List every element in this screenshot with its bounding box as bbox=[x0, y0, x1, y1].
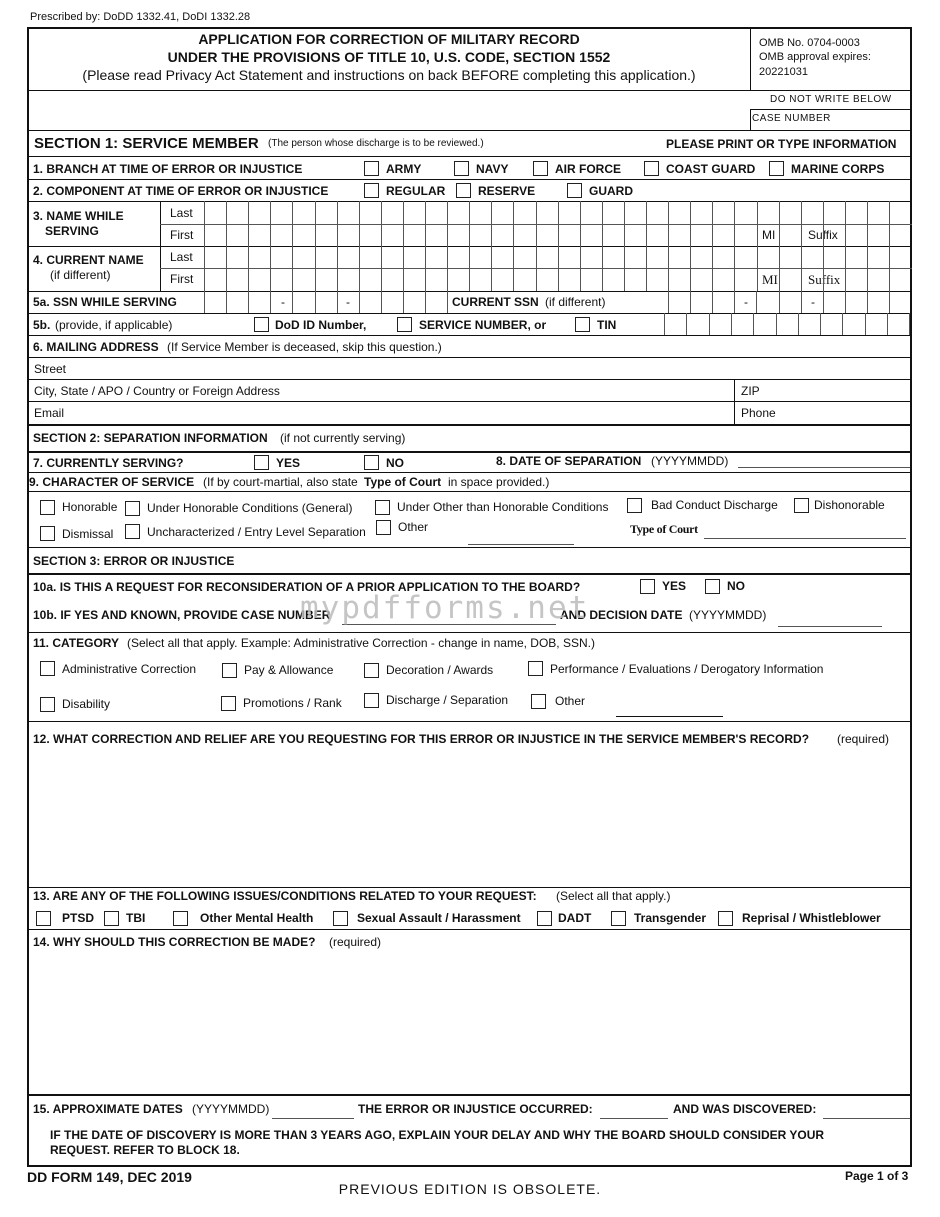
q11-note: (Select all that apply. Example: Administrative Correction - change in name, DOB, SSN.) bbox=[127, 636, 595, 650]
current-ssn-cell-divider bbox=[801, 291, 802, 313]
id-cell-divider bbox=[709, 313, 710, 335]
other-character-checkbox[interactable] bbox=[376, 520, 391, 535]
ssn-cell-divider bbox=[381, 291, 382, 313]
name-cell-divider bbox=[248, 201, 249, 291]
approx-date-field[interactable] bbox=[272, 1118, 354, 1119]
air-force-checkbox[interactable] bbox=[533, 161, 548, 176]
oth-checkbox[interactable] bbox=[375, 500, 390, 515]
delay-instruction-line2: REQUEST. REFER TO BLOCK 18. bbox=[50, 1143, 240, 1157]
name-cell-divider bbox=[270, 201, 271, 291]
serving-yes-checkbox[interactable] bbox=[254, 455, 269, 470]
omb-number: OMB No. 0704-0003 bbox=[759, 37, 860, 49]
dismissal-checkbox[interactable] bbox=[40, 526, 55, 541]
admin-correction-checkbox[interactable] bbox=[40, 661, 55, 676]
name-cell-divider bbox=[712, 201, 713, 291]
id-cell-divider bbox=[887, 313, 888, 335]
q9-note-c: in space provided.) bbox=[448, 475, 550, 489]
discovered-date-field[interactable] bbox=[823, 1118, 910, 1119]
q7-label: 7. CURRENTLY SERVING? bbox=[33, 456, 184, 470]
ssn-dash-1: - bbox=[281, 295, 285, 309]
do-not-write-below: DO NOT WRITE BELOW bbox=[770, 94, 892, 105]
q4-label: 4. CURRENT NAME bbox=[33, 253, 144, 267]
serving-no-checkbox[interactable] bbox=[364, 455, 379, 470]
other-category-checkbox[interactable] bbox=[531, 694, 546, 709]
prescribed-by: Prescribed by: DoDD 1332.41, DoDI 1332.28 bbox=[30, 11, 251, 23]
q3-first-label: First bbox=[170, 228, 194, 242]
page-number: Page 1 of 3 bbox=[845, 1169, 909, 1183]
dishonorable-label: Dishonorable bbox=[814, 498, 885, 512]
name-cell-divider bbox=[668, 201, 669, 291]
id-cell-divider bbox=[753, 313, 754, 335]
q11-label: 11. CATEGORY bbox=[33, 636, 120, 650]
honorable-checkbox[interactable] bbox=[40, 500, 55, 515]
name-cell-divider bbox=[779, 201, 780, 291]
id-cell-divider bbox=[731, 313, 732, 335]
name-cell-divider bbox=[425, 201, 426, 291]
reconsideration-yes-checkbox[interactable] bbox=[640, 579, 655, 594]
occurred-label: THE ERROR OR INJUSTICE OCCURRED: bbox=[358, 1102, 593, 1116]
q3-label-2: SERVING bbox=[45, 224, 99, 238]
q14-note: (required) bbox=[329, 935, 382, 949]
omb-expires-label: OMB approval expires: bbox=[759, 51, 871, 63]
name-cell-divider bbox=[536, 201, 537, 291]
id-cell-divider bbox=[820, 313, 821, 335]
id-cell-divider bbox=[798, 313, 799, 335]
q1-label: 1. BRANCH AT TIME OF ERROR OR INJUSTICE bbox=[33, 162, 303, 176]
mental-health-label: Other Mental Health bbox=[200, 911, 314, 925]
other-category-label: Other bbox=[555, 694, 586, 708]
q8-label: 8. DATE OF SEPARATION bbox=[496, 454, 642, 468]
name-cell-divider bbox=[646, 201, 647, 291]
occurred-date-field[interactable] bbox=[600, 1118, 668, 1119]
q5a-label: 5a. SSN WHILE SERVING bbox=[33, 295, 177, 309]
q12-label: 12. WHAT CORRECTION AND RELIEF ARE YOU REQUESTING FOR THIS ERROR OR INJUSTICE IN THE SERVICE MEMBER'S RECORD? bbox=[33, 732, 810, 746]
q5b-label: 5b. bbox=[33, 318, 51, 332]
name-cell-divider bbox=[226, 201, 227, 291]
section1-title: SECTION 1: SERVICE MEMBER bbox=[34, 135, 259, 152]
city-label[interactable]: City, State / APO / Country or Foreign Address bbox=[34, 384, 280, 398]
current-ssn-cell-divider bbox=[756, 291, 757, 313]
current-ssn-cell-divider bbox=[823, 291, 824, 313]
discharge-separation-checkbox[interactable] bbox=[364, 693, 379, 708]
reprisal-label: Reprisal / Whistleblower bbox=[742, 911, 881, 925]
ssn-cell-divider bbox=[292, 291, 293, 313]
tbi-label: TBI bbox=[126, 911, 146, 925]
ssn-cell-divider bbox=[248, 291, 249, 313]
name-cell-divider bbox=[823, 201, 824, 291]
regular-checkbox[interactable] bbox=[364, 183, 379, 198]
name-cell-divider bbox=[447, 201, 448, 291]
transgender-label: Transgender bbox=[634, 911, 707, 925]
q9-note-b: Type of Court bbox=[364, 475, 442, 489]
ssn-cell-divider bbox=[315, 291, 316, 313]
marine-corps-label: MARINE CORPS bbox=[791, 162, 885, 176]
q15-label: 15. APPROXIMATE DATES bbox=[33, 1102, 183, 1116]
name-cell-divider bbox=[624, 201, 625, 291]
general-checkbox[interactable] bbox=[125, 501, 140, 516]
tin-checkbox[interactable] bbox=[575, 317, 590, 332]
q6-label: 6. MAILING ADDRESS bbox=[33, 340, 159, 354]
name-cell-divider bbox=[513, 201, 514, 291]
q8-format: (YYYYMMDD) bbox=[651, 454, 729, 468]
reconsideration-no-label: NO bbox=[727, 579, 745, 593]
id-cell-divider bbox=[865, 313, 866, 335]
q5b-note: (provide, if applicable) bbox=[55, 318, 173, 332]
id-cell-divider bbox=[842, 313, 843, 335]
q9-note-a: (If by court-martial, also state bbox=[203, 475, 358, 489]
relief-requested-field[interactable] bbox=[30, 750, 910, 885]
other-character-label: Other bbox=[398, 520, 429, 534]
dod-id-checkbox[interactable] bbox=[254, 317, 269, 332]
bcd-label: Bad Conduct Discharge bbox=[651, 498, 778, 512]
coast-guard-label: COAST GUARD bbox=[666, 162, 756, 176]
sexual-assault-checkbox[interactable] bbox=[333, 911, 348, 926]
name-cell-divider bbox=[801, 201, 802, 291]
transgender-checkbox[interactable] bbox=[611, 911, 626, 926]
other-character-field[interactable] bbox=[468, 544, 574, 545]
id-cell-divider bbox=[909, 313, 910, 335]
q14-label: 14. WHY SHOULD THIS CORRECTION BE MADE? bbox=[33, 935, 316, 949]
name-cell-divider bbox=[845, 201, 846, 291]
service-number-label: SERVICE NUMBER, or bbox=[419, 318, 547, 332]
pay-allowance-label: Pay & Allowance bbox=[244, 663, 334, 677]
ssn-cell-divider bbox=[403, 291, 404, 313]
q9-label: 9. CHARACTER OF SERVICE bbox=[29, 475, 195, 489]
type-of-court-field[interactable] bbox=[704, 538, 906, 539]
discharge-separation-label: Discharge / Separation bbox=[386, 693, 509, 707]
delay-instruction-line1: IF THE DATE OF DISCOVERY IS MORE THAN 3 YEARS AGO, EXPLAIN YOUR DELAY AND WHY THE BOARD SHOULD CONSIDER YOUR bbox=[50, 1128, 825, 1142]
current-ssn-cell-divider bbox=[889, 291, 890, 313]
reconsideration-yes-label: YES bbox=[662, 579, 687, 593]
zip-label[interactable]: ZIP bbox=[741, 384, 760, 398]
ssn-cell-divider bbox=[204, 291, 205, 313]
q3-mi-label: MI bbox=[762, 228, 776, 242]
q6-note: (If Service Member is deceased, skip this question.) bbox=[167, 340, 442, 354]
name-cell-divider bbox=[867, 201, 868, 291]
guard-checkbox[interactable] bbox=[567, 183, 582, 198]
dadt-checkbox[interactable] bbox=[537, 911, 552, 926]
pay-allowance-checkbox[interactable] bbox=[222, 663, 237, 678]
street-label[interactable]: Street bbox=[34, 362, 67, 376]
q4-suffix-label: Suffix bbox=[808, 272, 841, 287]
name-cell-divider bbox=[889, 201, 890, 291]
id-cell-divider bbox=[776, 313, 777, 335]
id-cell-divider bbox=[686, 313, 687, 335]
current-ssn-dash-2: - bbox=[811, 295, 815, 309]
admin-correction-label: Administrative Correction bbox=[62, 662, 197, 676]
ssn-dash-2: - bbox=[346, 295, 350, 309]
disability-checkbox[interactable] bbox=[40, 697, 55, 712]
sexual-assault-label: Sexual Assault / Harassment bbox=[357, 911, 521, 925]
dadt-label: DADT bbox=[558, 911, 592, 925]
name-cell-divider bbox=[734, 201, 735, 291]
current-ssn-cell-divider bbox=[734, 291, 735, 313]
separation-date-field[interactable] bbox=[738, 467, 910, 468]
oth-label: Under Other than Honorable Conditions bbox=[397, 500, 609, 514]
ssn-cell-divider bbox=[359, 291, 360, 313]
form-title-line2: UNDER THE PROVISIONS OF TITLE 10, U.S. CODE, SECTION 1552 bbox=[167, 49, 611, 65]
q2-label: 2. COMPONENT AT TIME OF ERROR OR INJUSTICE bbox=[33, 184, 329, 198]
coast-guard-checkbox[interactable] bbox=[644, 161, 659, 176]
bcd-checkbox[interactable] bbox=[627, 498, 642, 513]
obsolete-notice: PREVIOUS EDITION IS OBSOLETE. bbox=[338, 1181, 602, 1197]
q3-suffix-label: Suffix bbox=[808, 228, 838, 242]
q3-last-label: Last bbox=[170, 206, 193, 220]
ptsd-checkbox[interactable] bbox=[36, 911, 51, 926]
q4-last-label: Last bbox=[170, 250, 193, 264]
q12-note: (required) bbox=[837, 732, 890, 746]
q10b-label: 10b. IF YES AND KNOWN, PROVIDE CASE NUMBER bbox=[33, 608, 331, 622]
navy-checkbox[interactable] bbox=[454, 161, 469, 176]
name-cell-divider bbox=[292, 201, 293, 291]
name-cell-divider bbox=[757, 201, 758, 291]
section1-subtitle: (The person whose discharge is to be reviewed.) bbox=[268, 138, 484, 149]
navy-label: NAVY bbox=[476, 162, 509, 176]
ssn-cell-divider bbox=[337, 291, 338, 313]
name-cell-divider bbox=[690, 201, 691, 291]
name-cell-divider bbox=[204, 201, 205, 291]
performance-checkbox[interactable] bbox=[528, 661, 543, 676]
current-ssn-label: CURRENT SSN bbox=[452, 295, 539, 309]
name-cell-divider bbox=[359, 201, 360, 291]
tbi-checkbox[interactable] bbox=[104, 911, 119, 926]
justification-field[interactable] bbox=[30, 953, 910, 1093]
id-cell-divider bbox=[664, 313, 665, 335]
ssn-cell-divider bbox=[270, 291, 271, 313]
dod-id-label: DoD ID Number, bbox=[275, 318, 367, 332]
section3-title: SECTION 3: ERROR OR INJUSTICE bbox=[33, 554, 235, 568]
current-ssn-dash-1: - bbox=[744, 295, 748, 309]
ptsd-label: PTSD bbox=[62, 911, 95, 925]
decoration-awards-label: Decoration / Awards bbox=[386, 663, 494, 677]
tin-label: TIN bbox=[597, 318, 617, 332]
serving-yes-label: YES bbox=[276, 456, 301, 470]
reserve-checkbox[interactable] bbox=[456, 183, 471, 198]
q15-format: (YYYYMMDD) bbox=[192, 1102, 270, 1116]
promotions-checkbox[interactable] bbox=[221, 696, 236, 711]
decoration-awards-checkbox[interactable] bbox=[364, 663, 379, 678]
regular-label: REGULAR bbox=[386, 184, 446, 198]
ssn-cell-divider bbox=[425, 291, 426, 313]
current-ssn-cell-divider bbox=[712, 291, 713, 313]
q4-first-label: First bbox=[170, 272, 194, 286]
army-checkbox[interactable] bbox=[364, 161, 379, 176]
name-cell-divider bbox=[315, 201, 316, 291]
case-number-label: CASE NUMBER bbox=[752, 113, 831, 124]
section2-note: (if not currently serving) bbox=[280, 431, 406, 445]
dishonorable-checkbox[interactable] bbox=[794, 498, 809, 513]
watermark: mypdfforms.net bbox=[300, 590, 590, 626]
ssn-cell-divider bbox=[226, 291, 227, 313]
ssn-cell-divider bbox=[447, 291, 448, 313]
q4-mi-label: MI bbox=[762, 272, 778, 287]
air-force-label: AIR FORCE bbox=[555, 162, 621, 176]
name-cell-divider bbox=[381, 201, 382, 291]
name-cell-divider bbox=[337, 201, 338, 291]
reserve-label: RESERVE bbox=[478, 184, 536, 198]
form-number: DD FORM 149, DEC 2019 bbox=[27, 1169, 192, 1185]
current-ssn-cell-divider bbox=[779, 291, 780, 313]
q4-label-2: (if different) bbox=[50, 268, 111, 282]
q10b-format: (YYYYMMDD) bbox=[689, 608, 767, 622]
print-note: PLEASE PRINT OR TYPE INFORMATION bbox=[666, 137, 897, 151]
omb-expires-date: 20221031 bbox=[759, 66, 808, 78]
phone-label[interactable]: Phone bbox=[741, 406, 776, 420]
disability-label: Disability bbox=[62, 697, 111, 711]
uncharacterized-label: Uncharacterized / Entry Level Separation bbox=[147, 525, 366, 539]
name-cell-divider bbox=[602, 201, 603, 291]
reconsideration-no-checkbox[interactable] bbox=[705, 579, 720, 594]
q10b-and-label: AND DECISION DATE bbox=[560, 608, 683, 622]
discovered-label: AND WAS DISCOVERED: bbox=[673, 1102, 817, 1116]
guard-label: GUARD bbox=[589, 184, 633, 198]
q10a-label: 10a. IS THIS A REQUEST FOR RECONSIDERATION OF A PRIOR APPLICATION TO THE BOARD? bbox=[33, 580, 581, 594]
marine-corps-checkbox[interactable] bbox=[769, 161, 784, 176]
section2-title: SECTION 2: SEPARATION INFORMATION bbox=[33, 431, 268, 445]
current-ssn-cell-divider bbox=[690, 291, 691, 313]
dismissal-label: Dismissal bbox=[62, 527, 114, 541]
current-ssn-cell-divider bbox=[867, 291, 868, 313]
name-cell-divider bbox=[491, 201, 492, 291]
service-number-checkbox[interactable] bbox=[397, 317, 412, 332]
performance-label: Performance / Evaluations / Derogatory Information bbox=[550, 662, 824, 676]
honorable-label: Honorable bbox=[62, 500, 118, 514]
current-ssn-note: (if different) bbox=[545, 295, 606, 309]
name-cell-divider bbox=[469, 201, 470, 291]
mental-health-checkbox[interactable] bbox=[173, 911, 188, 926]
type-of-court-label: Type of Court bbox=[630, 522, 698, 536]
other-category-field[interactable] bbox=[616, 716, 723, 717]
serving-no-label: NO bbox=[386, 456, 404, 470]
army-label: ARMY bbox=[386, 162, 422, 176]
general-label: Under Honorable Conditions (General) bbox=[147, 501, 353, 515]
form-title-line1: APPLICATION FOR CORRECTION OF MILITARY RECORD bbox=[198, 31, 580, 47]
form-title-instructions: (Please read Privacy Act Statement and instructions on back BEFORE completing this application.) bbox=[82, 67, 696, 83]
q13-label: 13. ARE ANY OF THE FOLLOWING ISSUES/CONDITIONS RELATED TO YOUR REQUEST: bbox=[33, 889, 537, 903]
promotions-label: Promotions / Rank bbox=[243, 696, 342, 710]
name-cell-divider bbox=[403, 201, 404, 291]
current-ssn-cell-divider bbox=[845, 291, 846, 313]
uncharacterized-checkbox[interactable] bbox=[125, 524, 140, 539]
q13-note: (Select all that apply.) bbox=[556, 889, 671, 903]
current-ssn-cell-divider bbox=[668, 291, 669, 313]
name-cell-divider bbox=[558, 201, 559, 291]
name-cell-divider bbox=[580, 201, 581, 291]
reprisal-checkbox[interactable] bbox=[718, 911, 733, 926]
email-label[interactable]: Email bbox=[34, 406, 65, 420]
decision-date-field[interactable] bbox=[778, 626, 882, 627]
q3-label: 3. NAME WHILE bbox=[33, 209, 124, 223]
